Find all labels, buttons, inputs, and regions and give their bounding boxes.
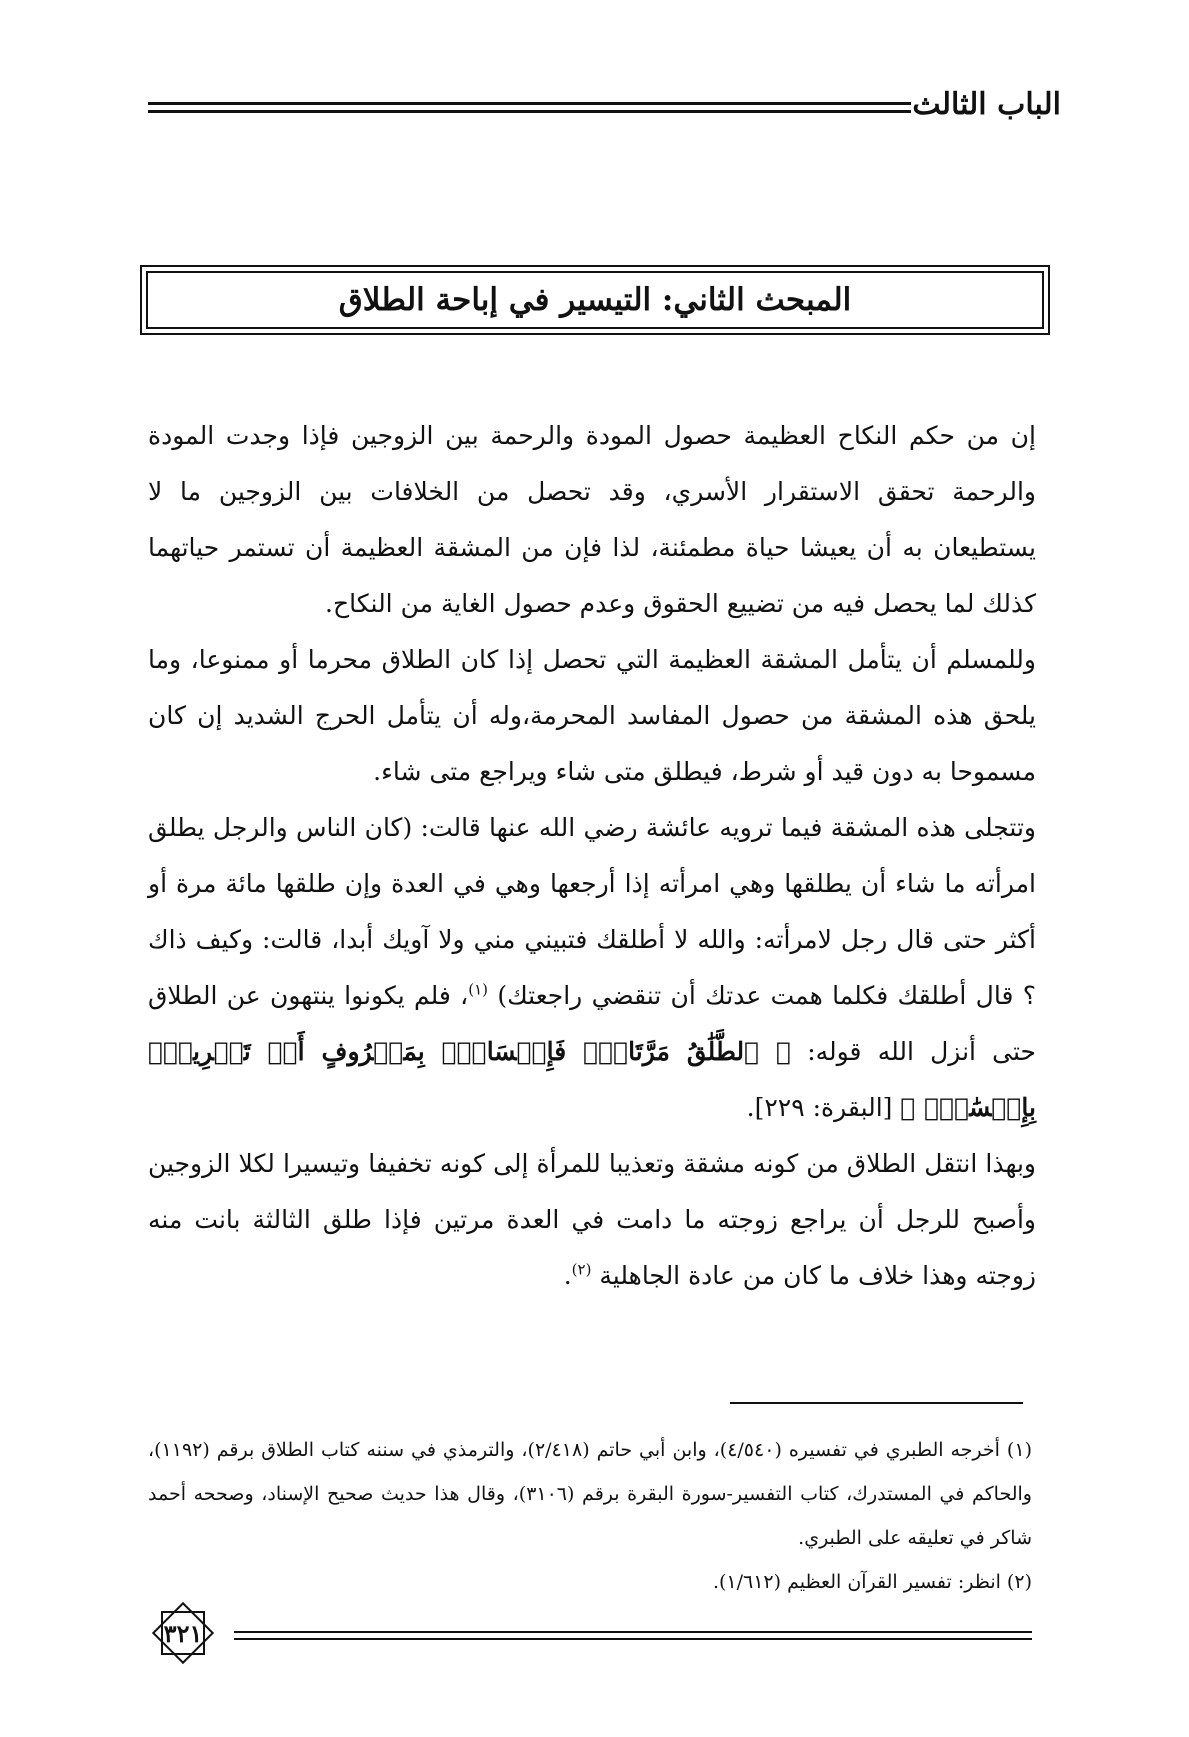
header-double-rule — [148, 102, 911, 113]
quran-verse: ﴿ ٱلطَّلَٰقُ مَرَّتَانِۖ فَإِمۡسَاكُۢ بِمَعۡرُوفٍ أَوۡ تَسۡرِيحُۢ بِإِحۡسَٰنٖۗ ﴾ — [148, 1037, 1036, 1122]
section-title: المبحث الثاني: التيسير في إباحة الطلاق — [338, 282, 852, 318]
paragraph-4-text: وبهذا انتقل الطلاق من كونه مشقة وتعذيبا للمرأة إلى كونه تخفيفا وتيسيرا لكلا الزوجين وأصبح للرجل أن يراجع زوجته ما دامت في العدة مرتين فإذا طلق الثالثة بانت منه زوجته وهذا خلاف ما كان من عادة الجاهلية — [148, 1149, 1036, 1290]
paragraph-3-text-b: ، فلم يكونوا ينتهون عن الطلاق حتى أنزل الله قوله: — [148, 981, 1036, 1066]
chapter-label: الباب الثالث — [912, 87, 1061, 122]
paragraph-3 — [148, 800, 1036, 1136]
body-text — [148, 408, 1036, 1304]
page-footer — [148, 1598, 1032, 1668]
verse-citation: [البقرة: ٢٢٩]. — [746, 1093, 893, 1122]
footnote-2: (٢) انظر: تفسير القرآن العظيم (١/٦١٢). — [712, 1571, 1032, 1593]
paragraph-2: وللمسلم أن يتأمل المشقة العظيمة التي تحصل إذا كان الطلاق محرما أو ممنوعا، وما يلحق هذه المشقة من حصول المفاسد المحرمة،وله أن يتأمل الحرج الشديد إن كان مسموحا به دون قيد أو شرط، فيطلق متى شاء ويراجع متى شاء. — [148, 645, 1036, 786]
paragraph-4 — [148, 1136, 1036, 1304]
running-header — [148, 88, 1061, 128]
paragraph-3-text-a: وتتجلى هذه المشقة فيما ترويه عائشة رضي الله عنها قالت: (كان الناس والرجل يطلق امرأته ما شاء أن يطلقها وهي امرأته إذا أرجعها وهي في العدة وإن طلقها مائة مرة أو أكثر حتى قال رجل لامرأته: والله لا أطلقك فتبيني مني ولا آويك أبدا، قالت: وكيف ذاك ؟ قال أطلقك فكلما همت عدتك أن تنقضي راجعتك) — [148, 813, 1036, 1010]
footer-double-rule — [234, 1631, 1032, 1640]
footnote-ref-1: (١) — [468, 980, 489, 999]
paragraph-4-end: . — [563, 1261, 572, 1290]
footnote-1: (١) أخرجه الطبري في تفسيره (٤/٥٤٠)، وابن أبي حاتم (٢/٤١٨)، والترمذي في سننه كتاب الطلاق برقم (١١٩٢)، والحاكم في المستدرك، كتاب التفسير-سورة البقرة برقم (٣١٠٦)، وقال هذا حديث صحيح الإسناد، وصححه أحمد شاكر في تعليقه على الطبري. — [148, 1439, 1032, 1549]
page-number: ٣٢١ — [163, 1618, 203, 1648]
footnotes — [148, 1428, 1032, 1604]
footnote-ref-2: (٢) — [571, 1260, 592, 1279]
section-title-box — [140, 265, 1050, 335]
footnote-separator — [730, 1402, 1023, 1404]
page-number-ornament — [148, 1598, 218, 1668]
section-title-inner-frame — [146, 271, 1044, 329]
paragraph-1: إن من حكم النكاح العظيمة حصول المودة والرحمة بين الزوجين فإذا وجدت المودة والرحمة تحقق الاستقرار الأسري، وقد تحصل من الخلافات بين الزوجين ما لا يستطيعان به أن يعيشا حياة مطمئنة، لذا فإن من المشقة العظيمة أن تستمر حياتهما كذلك لما يحصل فيه من تضييع الحقوق وعدم حصول الغاية من النكاح. — [148, 421, 1036, 618]
